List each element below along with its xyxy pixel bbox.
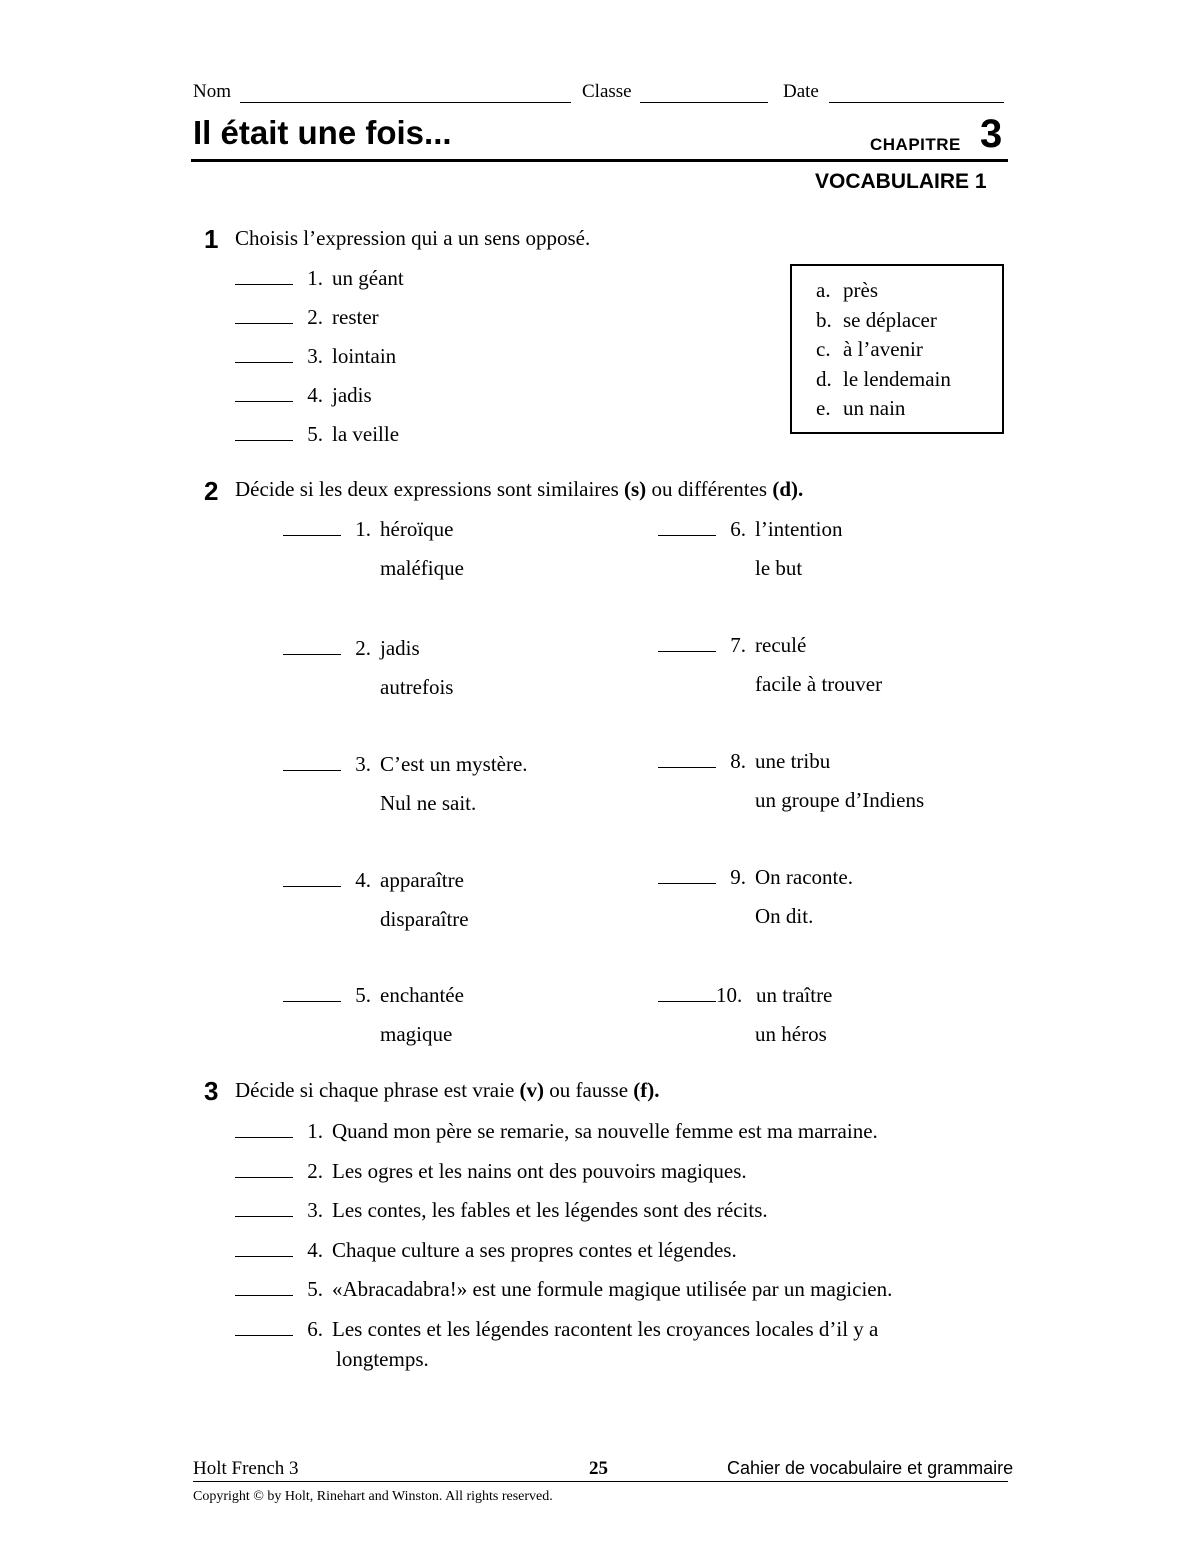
title-rule xyxy=(191,159,1008,162)
exercise-2-number: 2 xyxy=(204,476,219,506)
list-item: 3. lointain xyxy=(235,342,404,381)
list-item-continuation: longtemps. xyxy=(336,1346,429,1371)
answer-blank[interactable] xyxy=(658,883,716,884)
pair-item: 4. apparaître disparaître xyxy=(283,866,469,944)
page-number: 25 xyxy=(589,1458,608,1479)
answer-blank[interactable] xyxy=(235,1295,293,1296)
answer-blank[interactable] xyxy=(235,284,293,285)
list-item: 5. «Abracadabra!» est une formule magique utilisée par un magicien. xyxy=(235,1275,892,1315)
exercise-1-items xyxy=(235,264,404,459)
pair-item: 7. reculé facile à trouver xyxy=(658,631,882,709)
pair-item: 1. héroïque maléfique xyxy=(283,515,464,593)
pair-item: 9. On raconte. On dit. xyxy=(658,863,853,941)
answer-blank[interactable] xyxy=(235,1335,293,1336)
list-item: 1. un géant xyxy=(235,264,404,303)
choice-c: c. à l’avenir xyxy=(816,337,923,361)
chapter-label: CHAPITRE xyxy=(870,135,961,154)
answer-blank[interactable] xyxy=(658,767,716,768)
answer-blank[interactable] xyxy=(658,535,716,536)
answer-blank[interactable] xyxy=(235,401,293,402)
answer-blank[interactable] xyxy=(283,535,341,536)
name-field-line[interactable] xyxy=(240,102,571,103)
footer-workbook-title: Cahier de vocabulaire et grammaire xyxy=(727,1458,1014,1478)
list-item: 3. Les contes, les fables et les légendes sont des récits. xyxy=(235,1196,892,1236)
exercise-3-number: 3 xyxy=(204,1076,219,1106)
exercise-3-instruction: Décide si chaque phrase est vraie (v) ou fausse (f). xyxy=(235,1078,660,1102)
class-field-line[interactable] xyxy=(640,102,768,103)
pair-item: 10. un traître un héros xyxy=(658,981,832,1059)
answer-blank[interactable] xyxy=(283,886,341,887)
answer-choices-box xyxy=(790,264,1004,434)
date-field-line[interactable] xyxy=(829,102,1004,103)
list-item: 1. Quand mon père se remarie, sa nouvelle femme est ma marraine. xyxy=(235,1117,892,1157)
pair-item: 8. une tribu un groupe d’Indiens xyxy=(658,747,924,825)
footer-book-title: Holt French 3 xyxy=(193,1458,299,1479)
answer-blank[interactable] xyxy=(283,654,341,655)
choice-b: b. se déplacer xyxy=(816,307,937,332)
pair-item: 5. enchantée magique xyxy=(283,981,464,1059)
list-item: 4. jadis xyxy=(235,381,404,420)
list-item: 5. la veille xyxy=(235,420,404,459)
chapter-number: 3 xyxy=(980,112,1003,156)
page-title: Il était une fois... xyxy=(193,114,452,151)
list-item: 6. Les contes et les légendes racontent les croyances locales d’il y a xyxy=(235,1315,892,1345)
answer-blank[interactable] xyxy=(658,651,716,652)
footer-rule xyxy=(193,1481,1008,1482)
pair-item: 2. jadis autrefois xyxy=(283,634,453,712)
answer-blank[interactable] xyxy=(235,1137,293,1138)
name-label: Nom xyxy=(193,81,231,102)
answer-blank[interactable] xyxy=(283,770,341,771)
exercise-1-number: 1 xyxy=(204,224,219,254)
answer-blank[interactable] xyxy=(283,1001,341,1002)
answer-blank[interactable] xyxy=(235,1177,293,1178)
answer-blank[interactable] xyxy=(235,323,293,324)
copyright-text: Copyright © by Holt, Rinehart and Winston. All rights reserved. xyxy=(193,1489,553,1504)
section-title: VOCABULAIRE 1 xyxy=(815,170,987,193)
exercise-3-items xyxy=(235,1117,892,1373)
list-item: 4. Chaque culture a ses propres contes et légendes. xyxy=(235,1236,892,1276)
answer-blank[interactable] xyxy=(235,440,293,441)
list-item: 2. Les ogres et les nains ont des pouvoirs magiques. xyxy=(235,1157,892,1197)
date-label: Date xyxy=(783,81,819,102)
answer-blank[interactable] xyxy=(235,1256,293,1257)
choice-e: e. un nain xyxy=(816,396,906,420)
pair-item: 3. C’est un mystère. Nul ne sait. xyxy=(283,750,528,828)
class-label: Classe xyxy=(582,81,632,102)
answer-blank[interactable] xyxy=(235,1216,293,1217)
choice-d: d. le lendemain xyxy=(816,366,951,391)
exercise-2-instruction: Décide si les deux expressions sont similaires (s) ou différentes (d). xyxy=(235,477,804,501)
exercise-1-instruction: Choisis l’expression qui a un sens opposé. xyxy=(235,226,591,250)
answer-blank[interactable] xyxy=(658,1001,716,1002)
choice-a: a. près xyxy=(816,278,878,302)
answer-blank[interactable] xyxy=(235,362,293,363)
pair-item: 6. l’intention le but xyxy=(658,515,843,593)
list-item: 2. rester xyxy=(235,303,404,342)
